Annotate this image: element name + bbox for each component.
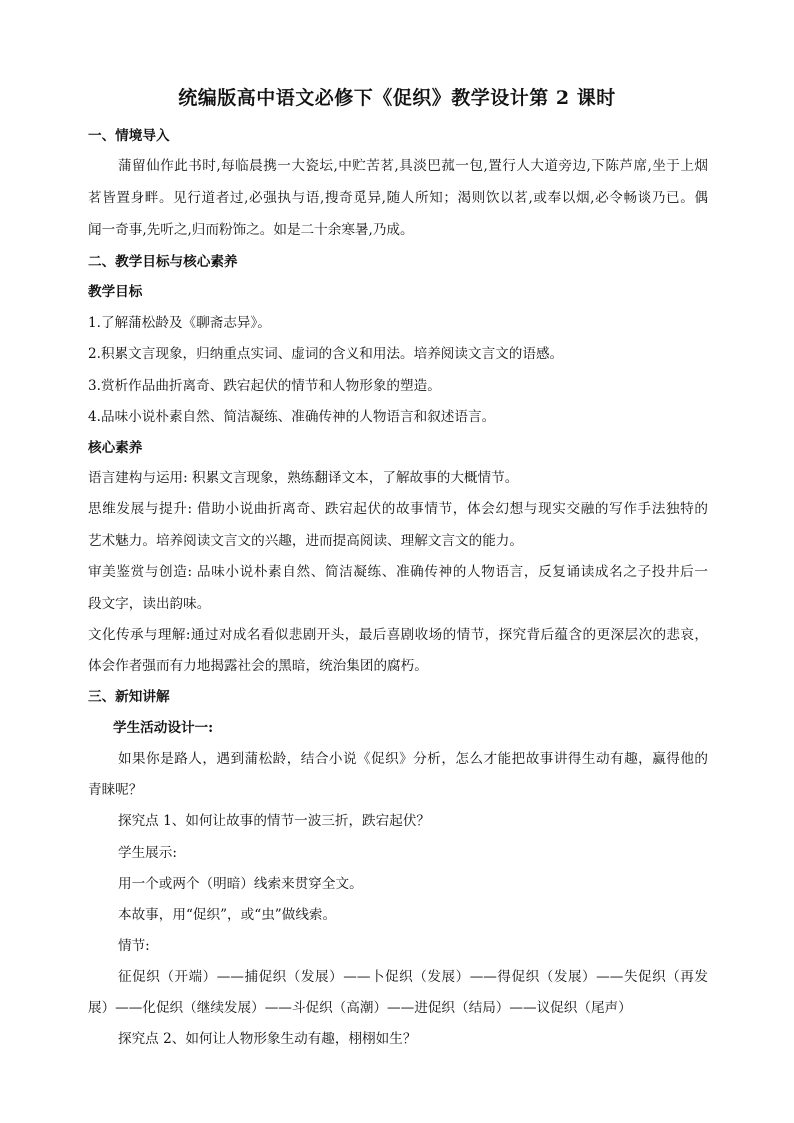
section-heading-goals: 二、教学目标与核心素养 [88, 254, 238, 270]
goal-item: 1.了解蒲松龄及《聊斋志异》。 [88, 315, 271, 331]
plot-sequence-line: 征促织（开端）——捕促织（发展）——卜促织（发展）——得促织（发展）——失促织（再发 [118, 969, 708, 985]
student-show-line: 用一个或两个（明暗）线索来贯穿全文。 [118, 876, 363, 892]
student-activity-heading: 学生活动设计一: [113, 720, 214, 736]
core-literacy-line: 体会作者强而有力地揭露社会的黑暗，统治集团的腐朽。 [88, 658, 428, 674]
section-heading-new-knowledge: 三、新知讲解 [88, 689, 170, 705]
intro-paragraph-line: 闻一奇事,先听之,归而粉饰之。如是二十余寒暑,乃成。 [88, 222, 414, 238]
core-literacy-line: 文化传承与理解:通过对成名看似悲剧开头，最后喜剧收场的情节，探究背后蕴含的更深层次的悲哀， [88, 627, 708, 643]
exploration-point-1: 探究点 1、如何让故事的情节一波三折，跌宕起伏？ [118, 813, 431, 829]
goal-item: 3.赏析作品曲折离奇、跌宕起伏的情节和人物形象的塑造。 [88, 378, 441, 394]
activity-question-line: 青睐呢？ [88, 782, 143, 798]
intro-paragraph-line: 茗皆置身畔。见行道者过,必强执与语,搜奇觅异,随人所知；渴则饮以茗,或奉以烟,必令畅谈乃已。偶 [88, 190, 708, 206]
goal-item: 2.积累文言现象，归纳重点实词、虚词的含义和用法。培养阅读文言文的语感。 [88, 346, 564, 362]
core-literacy-line: 语言建构与运用: 积累文言现象，熟练翻译文本，了解故事的大概情节。 [88, 470, 519, 486]
core-literacy-line: 艺术魅力。培养阅读文言文的兴趣，进而提高阅读、理解文言文的能力。 [88, 533, 523, 549]
core-literacy-line: 审美鉴赏与创造: 品味小说朴素自然、简洁凝练、准确传神的人物语言，反复诵读成名之子投井后一 [88, 564, 708, 580]
core-literacy-line: 思维发展与提升: 借助小说曲折离奇、跌宕起伏的故事情节，体会幻想与现实交融的写作手法独特的 [88, 501, 708, 517]
subheading-teaching-goals: 教学目标 [88, 284, 143, 300]
intro-paragraph-line: 蒲留仙作此书时,每临晨携一大瓷坛,中贮苦茗,具淡巴菰一包,置行人大道旁边,下陈芦席,坐于上烟 [118, 158, 708, 174]
section-heading-intro: 一、情境导入 [88, 128, 170, 144]
plot-sequence-line: 展）——化促织（继续发展）——斗促织（高潮）——进促织（结局）——议促织（尾声） [88, 1000, 632, 1016]
page-title: 统编版高中语文必修下《促织》教学设计第 2 课时 [178, 87, 616, 109]
activity-question-line: 如果你是路人，遇到蒲松龄，结合小说《促织》分析，怎么才能把故事讲得生动有趣，赢得他的 [118, 751, 708, 767]
student-show-line: 本故事，用“促织”，或“虫”做线索。 [118, 907, 337, 923]
core-literacy-line: 段文字，读出韵味。 [88, 596, 211, 612]
exploration-point-2: 探究点 2、如何让人物形象生动有趣，栩栩如生？ [118, 1031, 417, 1047]
student-show-label: 学生展示: [118, 845, 177, 861]
plot-label: 情节: [118, 938, 150, 954]
subheading-core-literacy: 核心素养 [88, 440, 143, 456]
goal-item: 4.品味小说朴素自然、简洁凝练、准确传神的人物语言和叙述语言。 [88, 409, 496, 425]
